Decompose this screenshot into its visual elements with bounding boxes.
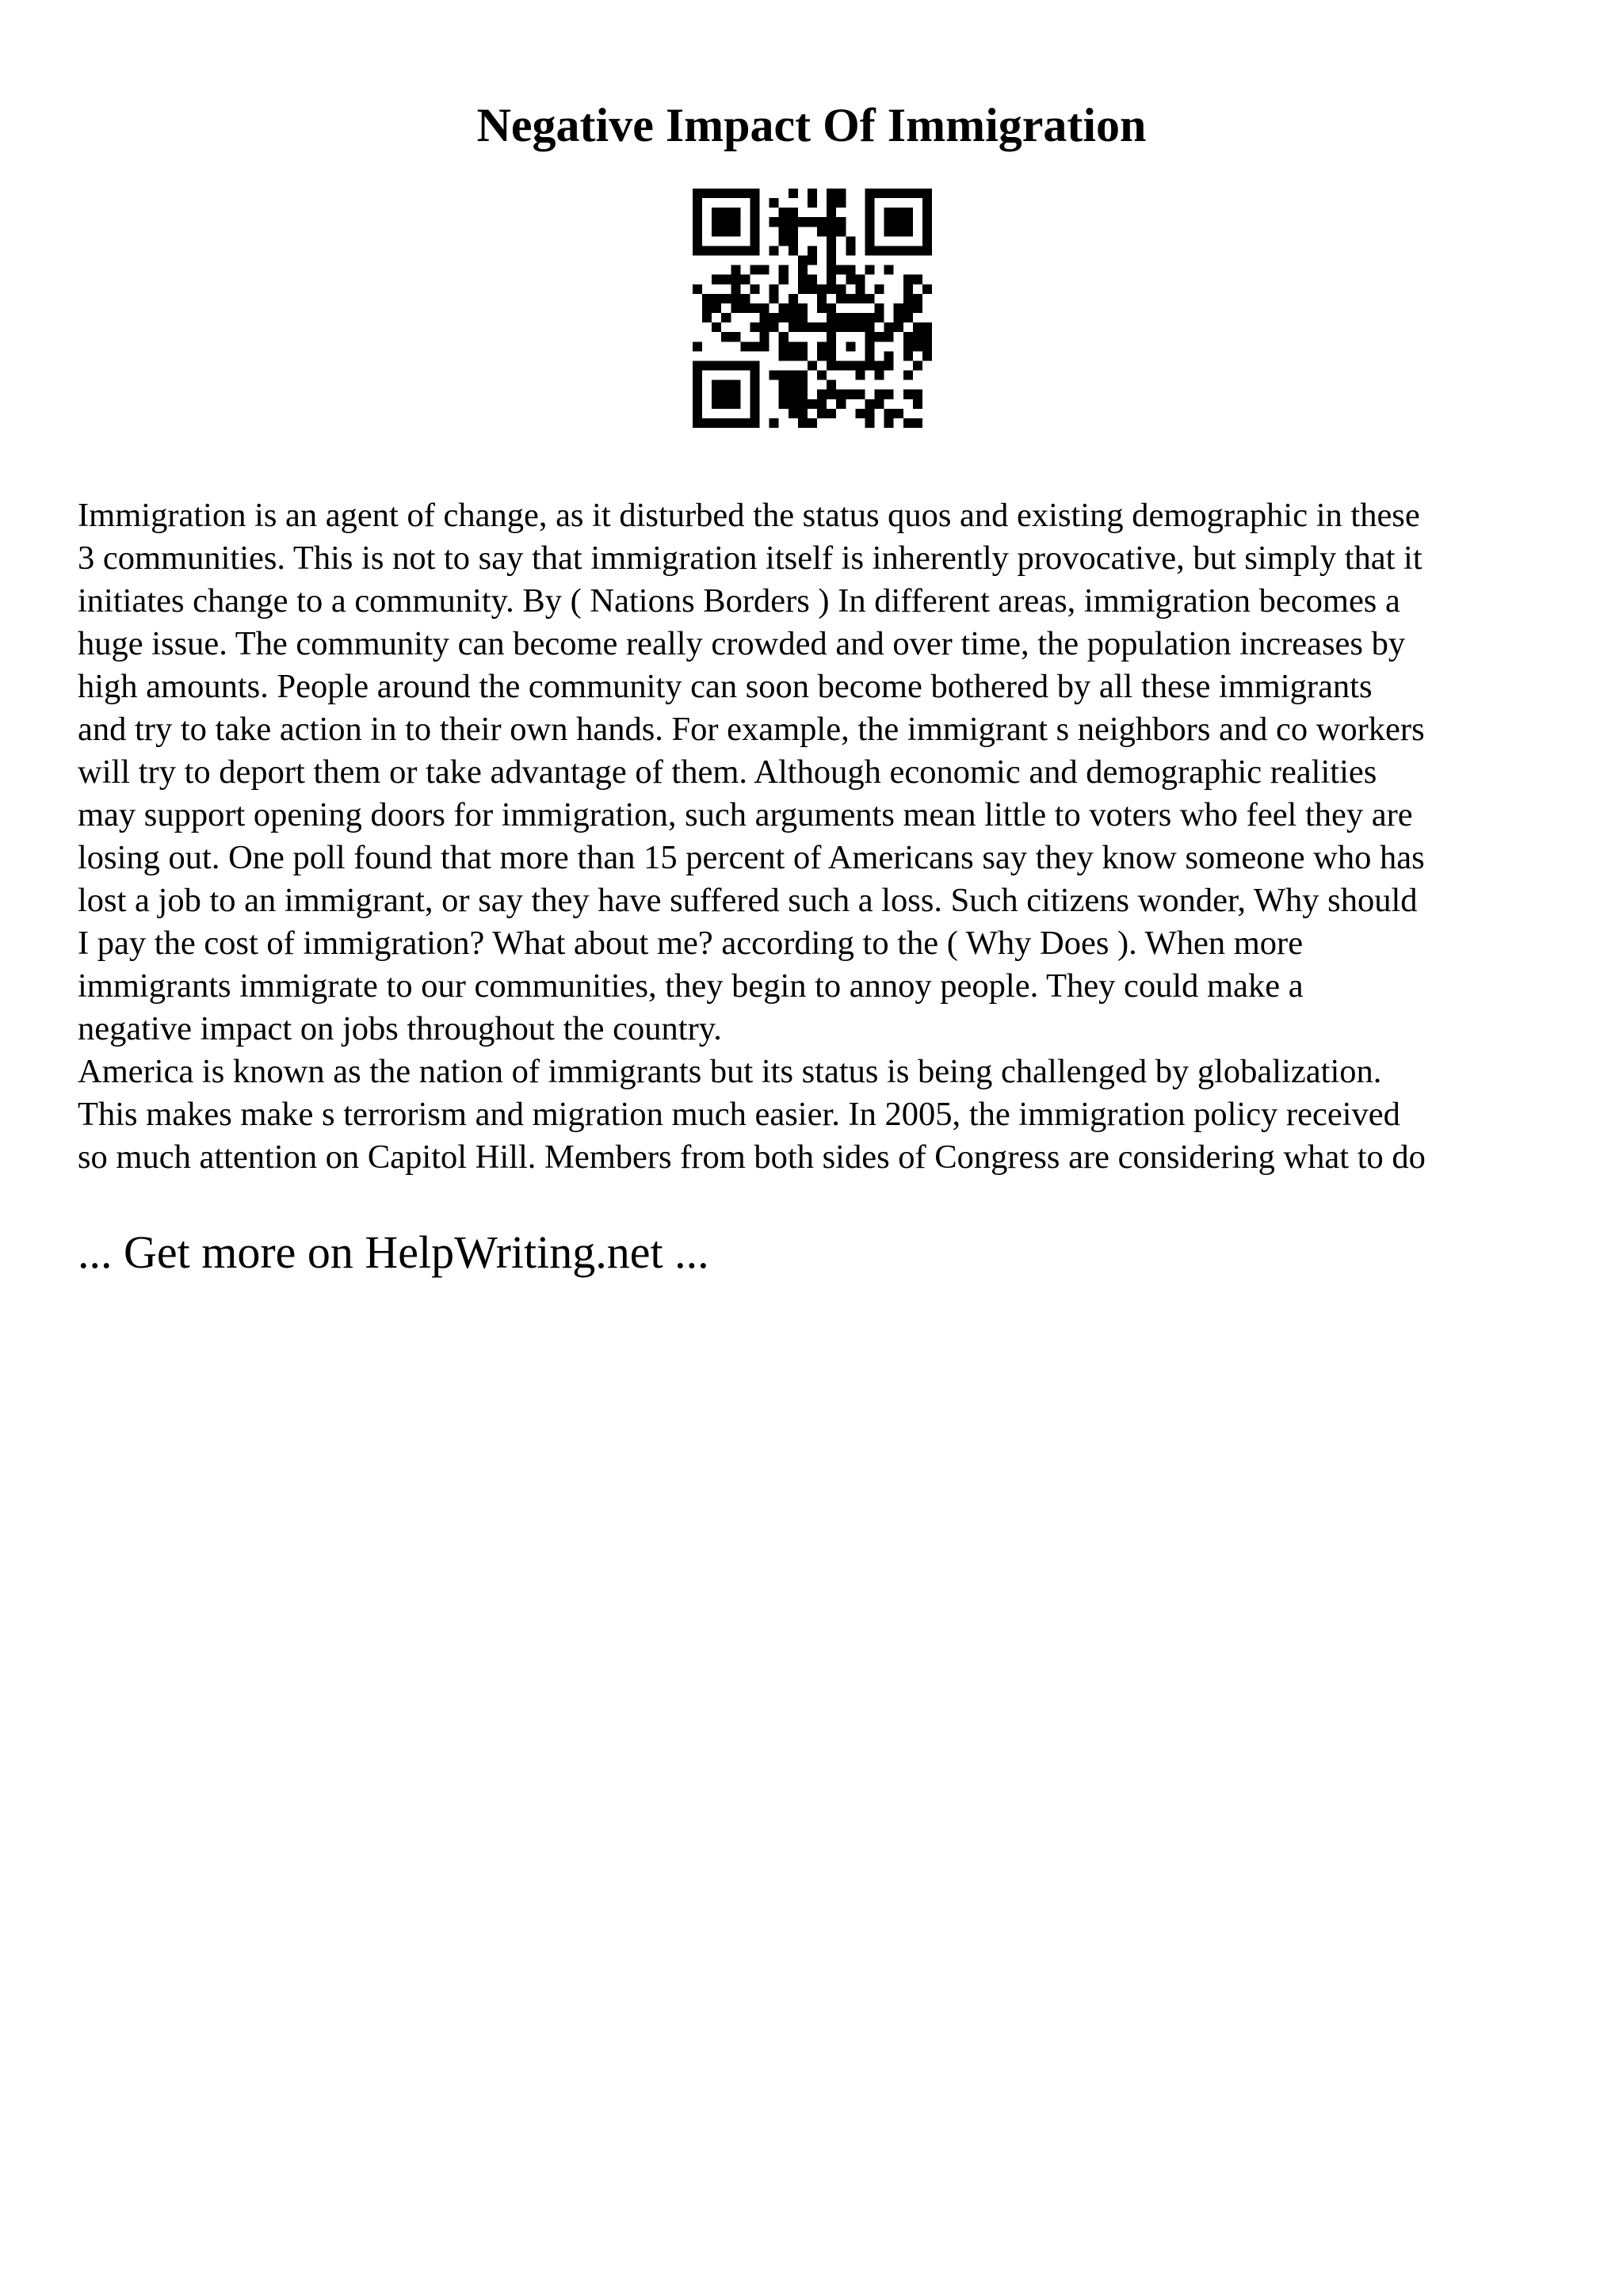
text-line: negative impact on jobs throughout the country.: [78, 1010, 722, 1047]
body-text: [78, 494, 1552, 1179]
text-line: Immigration is an agent of change, as it disturbed the status quos and existing demographic in these: [78, 497, 1420, 534]
get-more-link[interactable]: ... Get more on HelpWriting.net ...: [78, 1226, 709, 1278]
paragraph-2: [78, 1051, 1552, 1179]
paragraph-1: [78, 494, 1552, 1051]
text-line: high amounts. People around the community can soon become bothered by all these immigrants: [78, 668, 1373, 705]
text-line: huge issue. The community can become really crowded and over time, the population increases by: [78, 625, 1406, 662]
text-line: so much attention on Capitol Hill. Members from both sides of Congress are considering what to do: [78, 1138, 1426, 1176]
text-line: America is known as the nation of immigrants but its status is being challenged by globalization.: [78, 1053, 1382, 1090]
text-line: may support opening doors for immigration, such arguments mean little to voters who feel they are: [78, 796, 1413, 833]
text-line: will try to deport them or take advantage of them. Although economic and demographic realities: [78, 753, 1377, 791]
page-title: Negative Impact Of Immigration: [476, 99, 1147, 151]
text-line: lost a job to an immigrant, or say they have suffered such a loss. Such citizens wonder, Why should: [78, 882, 1418, 919]
text-line: This makes make s terrorism and migration much easier. In 2005, the immigration policy received: [78, 1096, 1400, 1133]
text-line: initiates change to a community. By ( Nations Borders ) In different areas, immigration becomes a: [78, 582, 1400, 620]
text-line: I pay the cost of immigration? What about me? according to the ( Why Does ). When more: [78, 925, 1304, 962]
text-line: losing out. One poll found that more than 15 percent of Americans say they know someone who has: [78, 839, 1425, 876]
text-line: immigrants immigrate to our communities, they begin to annoy people. They could make a: [78, 967, 1304, 1005]
qr-code-icon: [693, 189, 932, 428]
text-line: and try to take action in to their own hands. For example, the immigrant s neighbors and co workers: [78, 711, 1425, 748]
text-line: 3 communities. This is not to say that immigration itself is inherently provocative, but simply that it: [78, 540, 1423, 577]
